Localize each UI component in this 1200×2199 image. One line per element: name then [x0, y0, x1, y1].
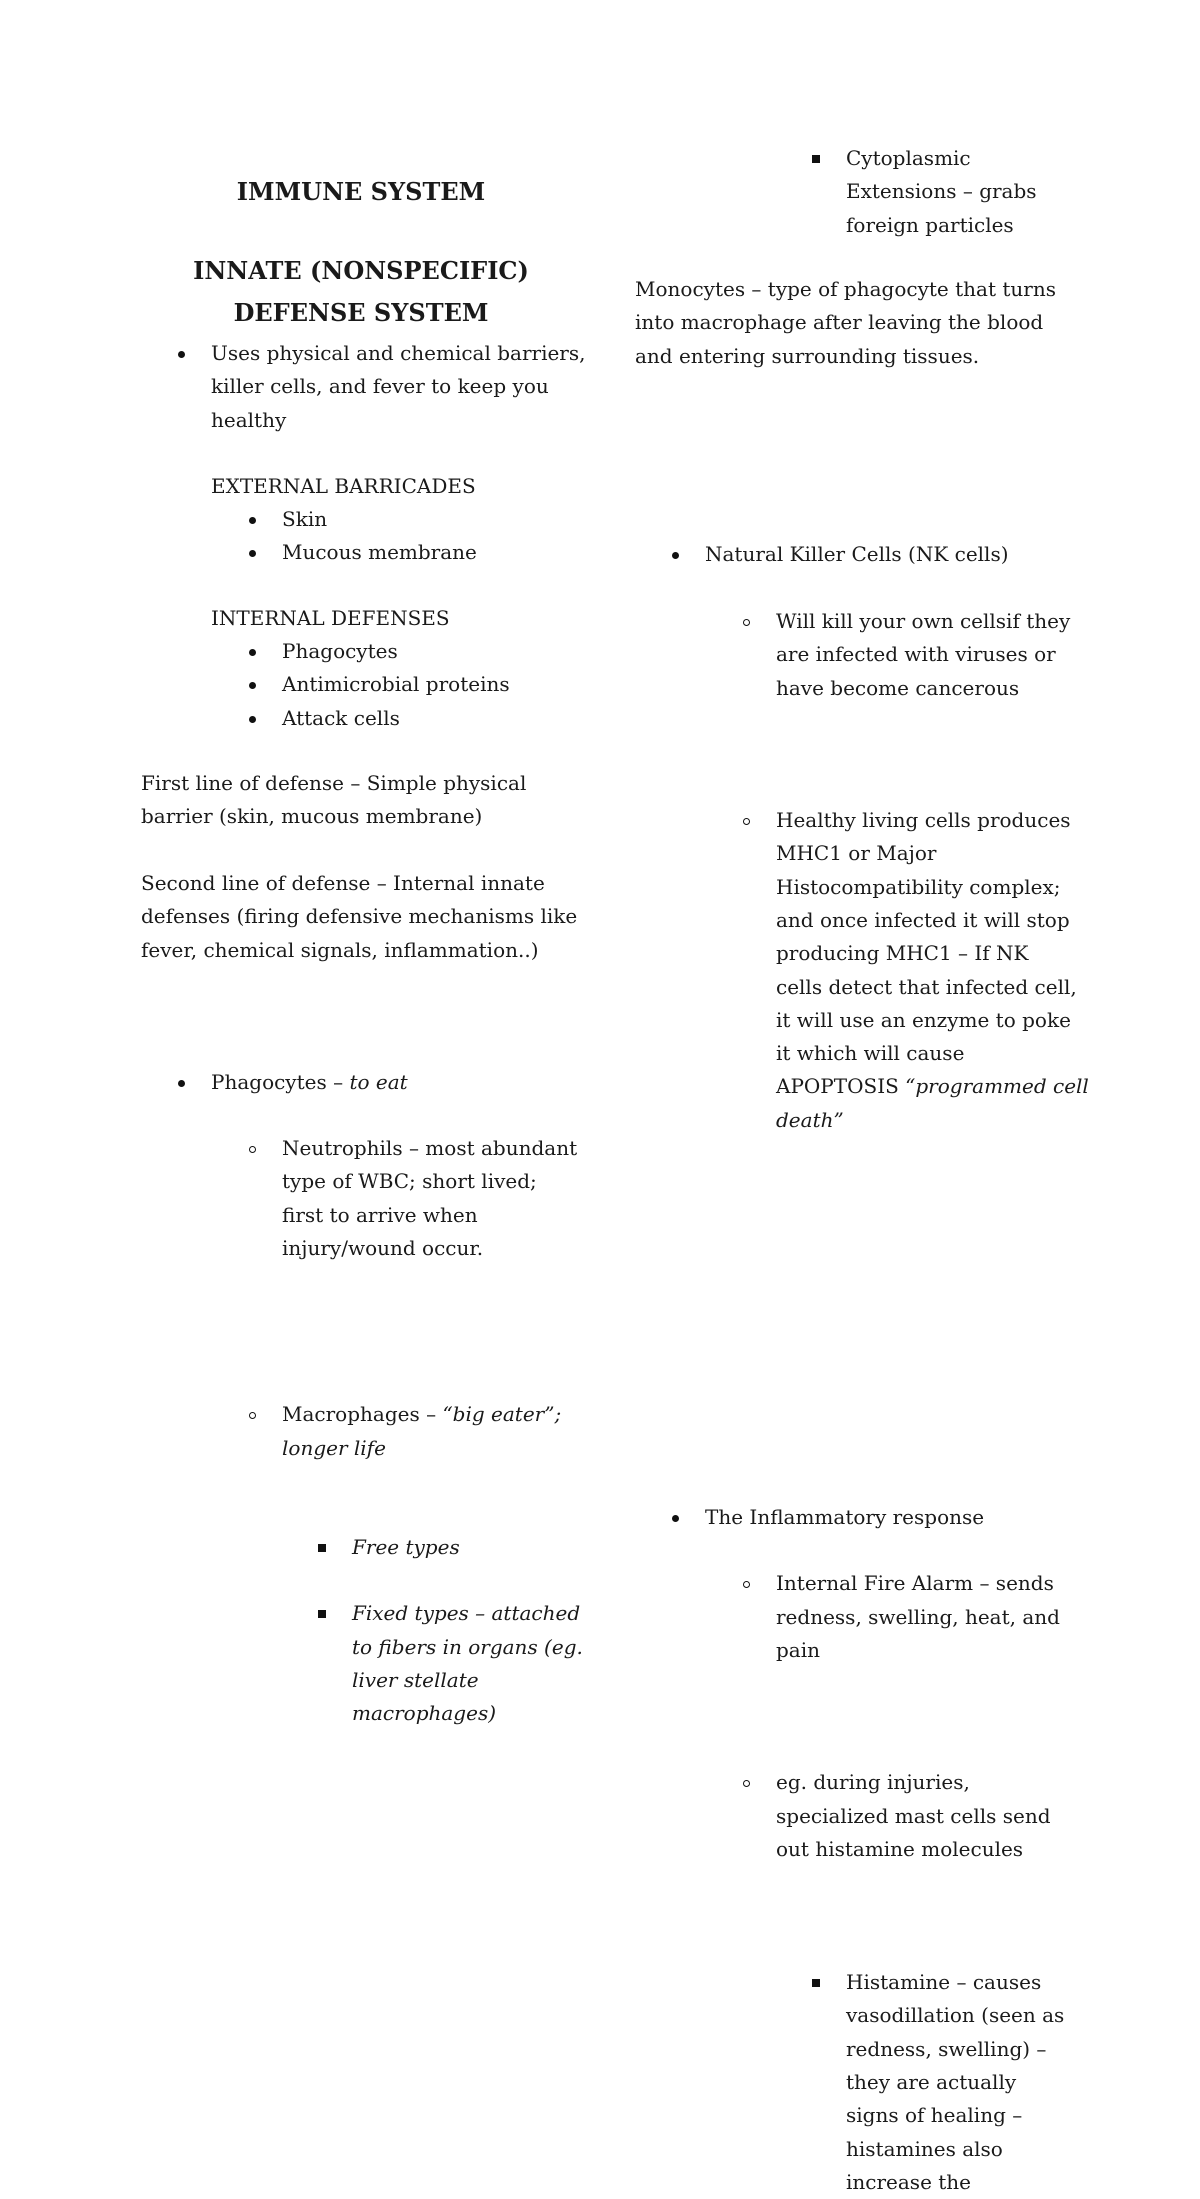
square-bullet-icon — [312, 1597, 332, 1618]
list-item: Attack cells — [242, 702, 582, 735]
list-item-inf-sub2: eg. during injuries, specialized mast cells send out histamine molecules — [736, 1766, 1116, 1866]
first-line-paragraph: First line of defense – Simple physical barrier (skin, mucous membrane) — [141, 771, 527, 829]
external-list — [242, 503, 582, 570]
external-heading: EXTERNAL BARRICADES — [211, 474, 476, 498]
circle-bullet-icon — [242, 1398, 262, 1419]
list-item: Phagocytes — [242, 635, 582, 668]
list-item: Mucous membrane — [242, 536, 582, 569]
circle-bullet-icon — [736, 804, 756, 825]
right-column — [635, 0, 1089, 2194]
list-item-nk-sub2: Healthy living cells produces MHC1 or Major Histocompatibility complex; and once infected it will stop producing MHC1 – If NK cells detect that infected cell, it will use an enzyme to poke it which will cause APOPTOSIS “programmed cell death” — [736, 804, 1116, 1137]
bullet-icon — [242, 702, 262, 723]
square-bullet-icon — [806, 1966, 826, 1987]
square-bullet-icon — [312, 1531, 332, 1552]
list-item-inflammatory: The Inflammatory response — [665, 1501, 1115, 1534]
bullet-icon — [665, 1501, 685, 1522]
bullet-icon — [242, 536, 262, 557]
list-item-macrophages: Macrophages – “big eater”; longer life — [242, 1398, 622, 1465]
bullet-icon — [171, 1066, 191, 1087]
bullet-icon — [242, 668, 262, 689]
internal-heading: INTERNAL DEFENSES — [211, 606, 450, 630]
internal-list — [242, 635, 582, 735]
bullet-icon — [242, 635, 262, 656]
list-item-neutrophils: Neutrophils – most abundant type of WBC; short lived; first to arrive when injury/wound occur. — [242, 1132, 622, 1265]
bullet-icon — [171, 337, 191, 358]
list-item-histamine: Histamine – causes vasodillation (seen as redness, swelling) – they are actually signs of healing – histamines also increase the — [806, 1966, 1126, 2199]
circle-bullet-icon — [736, 605, 756, 626]
list-item-fixed-types: Fixed types – attached to fibers in organs (eg. liver stellate macrophages) — [312, 1597, 632, 1730]
list-item: Uses physical and chemical barriers, killer cells, and fever to keep you healthy — [171, 337, 631, 437]
left-column — [141, 0, 586, 1726]
circle-bullet-icon — [242, 1132, 262, 1153]
circle-bullet-icon — [736, 1567, 756, 1588]
list-item-free-types: Free types — [312, 1531, 632, 1564]
square-bullet-icon — [806, 142, 826, 163]
bullet-icon — [242, 503, 262, 524]
list-item-nk-sub1: Will kill your own cellsif they are infected with viruses or have become cancerous — [736, 605, 1116, 705]
monocytes-paragraph: Monocytes – type of phagocyte that turns into macrophage after leaving the blood and entering surrounding tissues. — [635, 277, 1056, 368]
list-item-nk-cells: Natural Killer Cells (NK cells) — [665, 538, 1115, 571]
list-item: Antimicrobial proteins — [242, 668, 582, 701]
list-item: Skin — [242, 503, 582, 536]
bullet-icon — [665, 538, 685, 559]
list-item-cytoplasmic: Cytoplasmic Extensions – grabs foreign particles — [806, 142, 1126, 242]
list-item-inf-sub1: Internal Fire Alarm – sends redness, swelling, heat, and pain — [736, 1567, 1116, 1667]
section-title: INNATE (NONSPECIFIC) DEFENSE SYSTEM — [193, 256, 529, 327]
circle-bullet-icon — [736, 1766, 756, 1787]
document-title: IMMUNE SYSTEM — [236, 177, 486, 206]
second-line-paragraph: Second line of defense – Internal innate defenses (firing defensive mechanisms like fever, chemical signals, inflammation..) — [141, 871, 578, 962]
list-item-phagocytes: Phagocytes – to eat — [171, 1066, 621, 1099]
